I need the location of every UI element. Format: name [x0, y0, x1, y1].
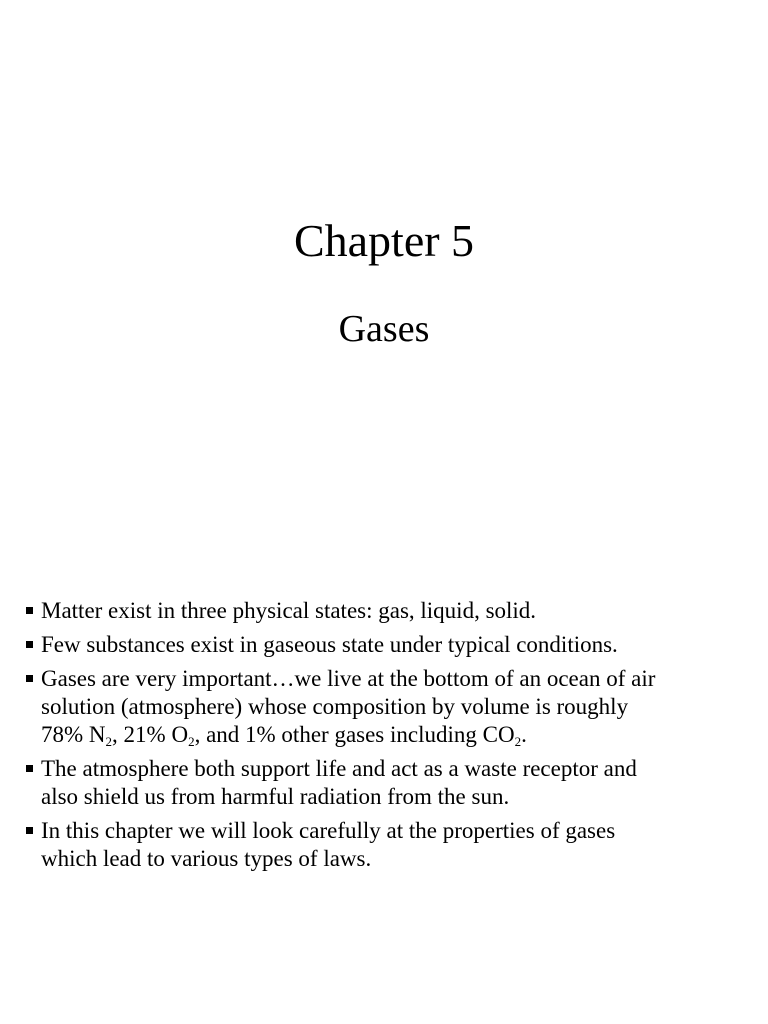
composition-o2-text: , 21% O — [112, 722, 189, 747]
bullet-text-line-3 — [41, 722, 527, 747]
subscript-2: 2 — [514, 734, 522, 749]
square-bullet-icon — [26, 675, 33, 682]
bullet-item-5 — [26, 817, 746, 873]
bullet-text-line-1: Gases are very important…we live at the bottom of an ocean of air — [41, 666, 656, 691]
subscript-2: 2 — [105, 734, 113, 749]
square-bullet-icon — [26, 641, 33, 648]
bullet-text: Matter exist in three physical states: gas, liquid, solid. — [41, 598, 537, 623]
bullet-item-3 — [26, 665, 746, 749]
bullet-text-line-2: which lead to various types of laws. — [41, 846, 372, 871]
square-bullet-icon — [26, 607, 33, 614]
square-bullet-icon — [26, 765, 33, 772]
page-subtitle: Gases — [338, 308, 430, 350]
bullet-item-1 — [26, 597, 746, 625]
bullet-item-2 — [26, 631, 746, 659]
bullet-text-line-2: also shield us from harmful radiation from the sun. — [41, 784, 510, 809]
composition-n2-text: 78% N — [41, 722, 106, 747]
bullet-text: Few substances exist in gaseous state under typical conditions. — [41, 632, 618, 657]
bullet-text-line-1: In this chapter we will look carefully at the properties of gases — [41, 818, 616, 843]
subscript-2: 2 — [188, 734, 195, 749]
bullet-list — [26, 597, 746, 879]
period-text: . — [521, 722, 527, 747]
page-title: Chapter 5 — [293, 215, 475, 266]
square-bullet-icon — [26, 827, 33, 834]
bullet-text-line-1: The atmosphere both support life and act as a waste receptor and — [41, 756, 637, 781]
bullet-text-line-2: solution (atmosphere) whose composition by volume is roughly — [41, 694, 629, 719]
composition-co2-text: , and 1% other gases including CO — [194, 722, 515, 747]
bullet-item-4 — [26, 755, 746, 811]
